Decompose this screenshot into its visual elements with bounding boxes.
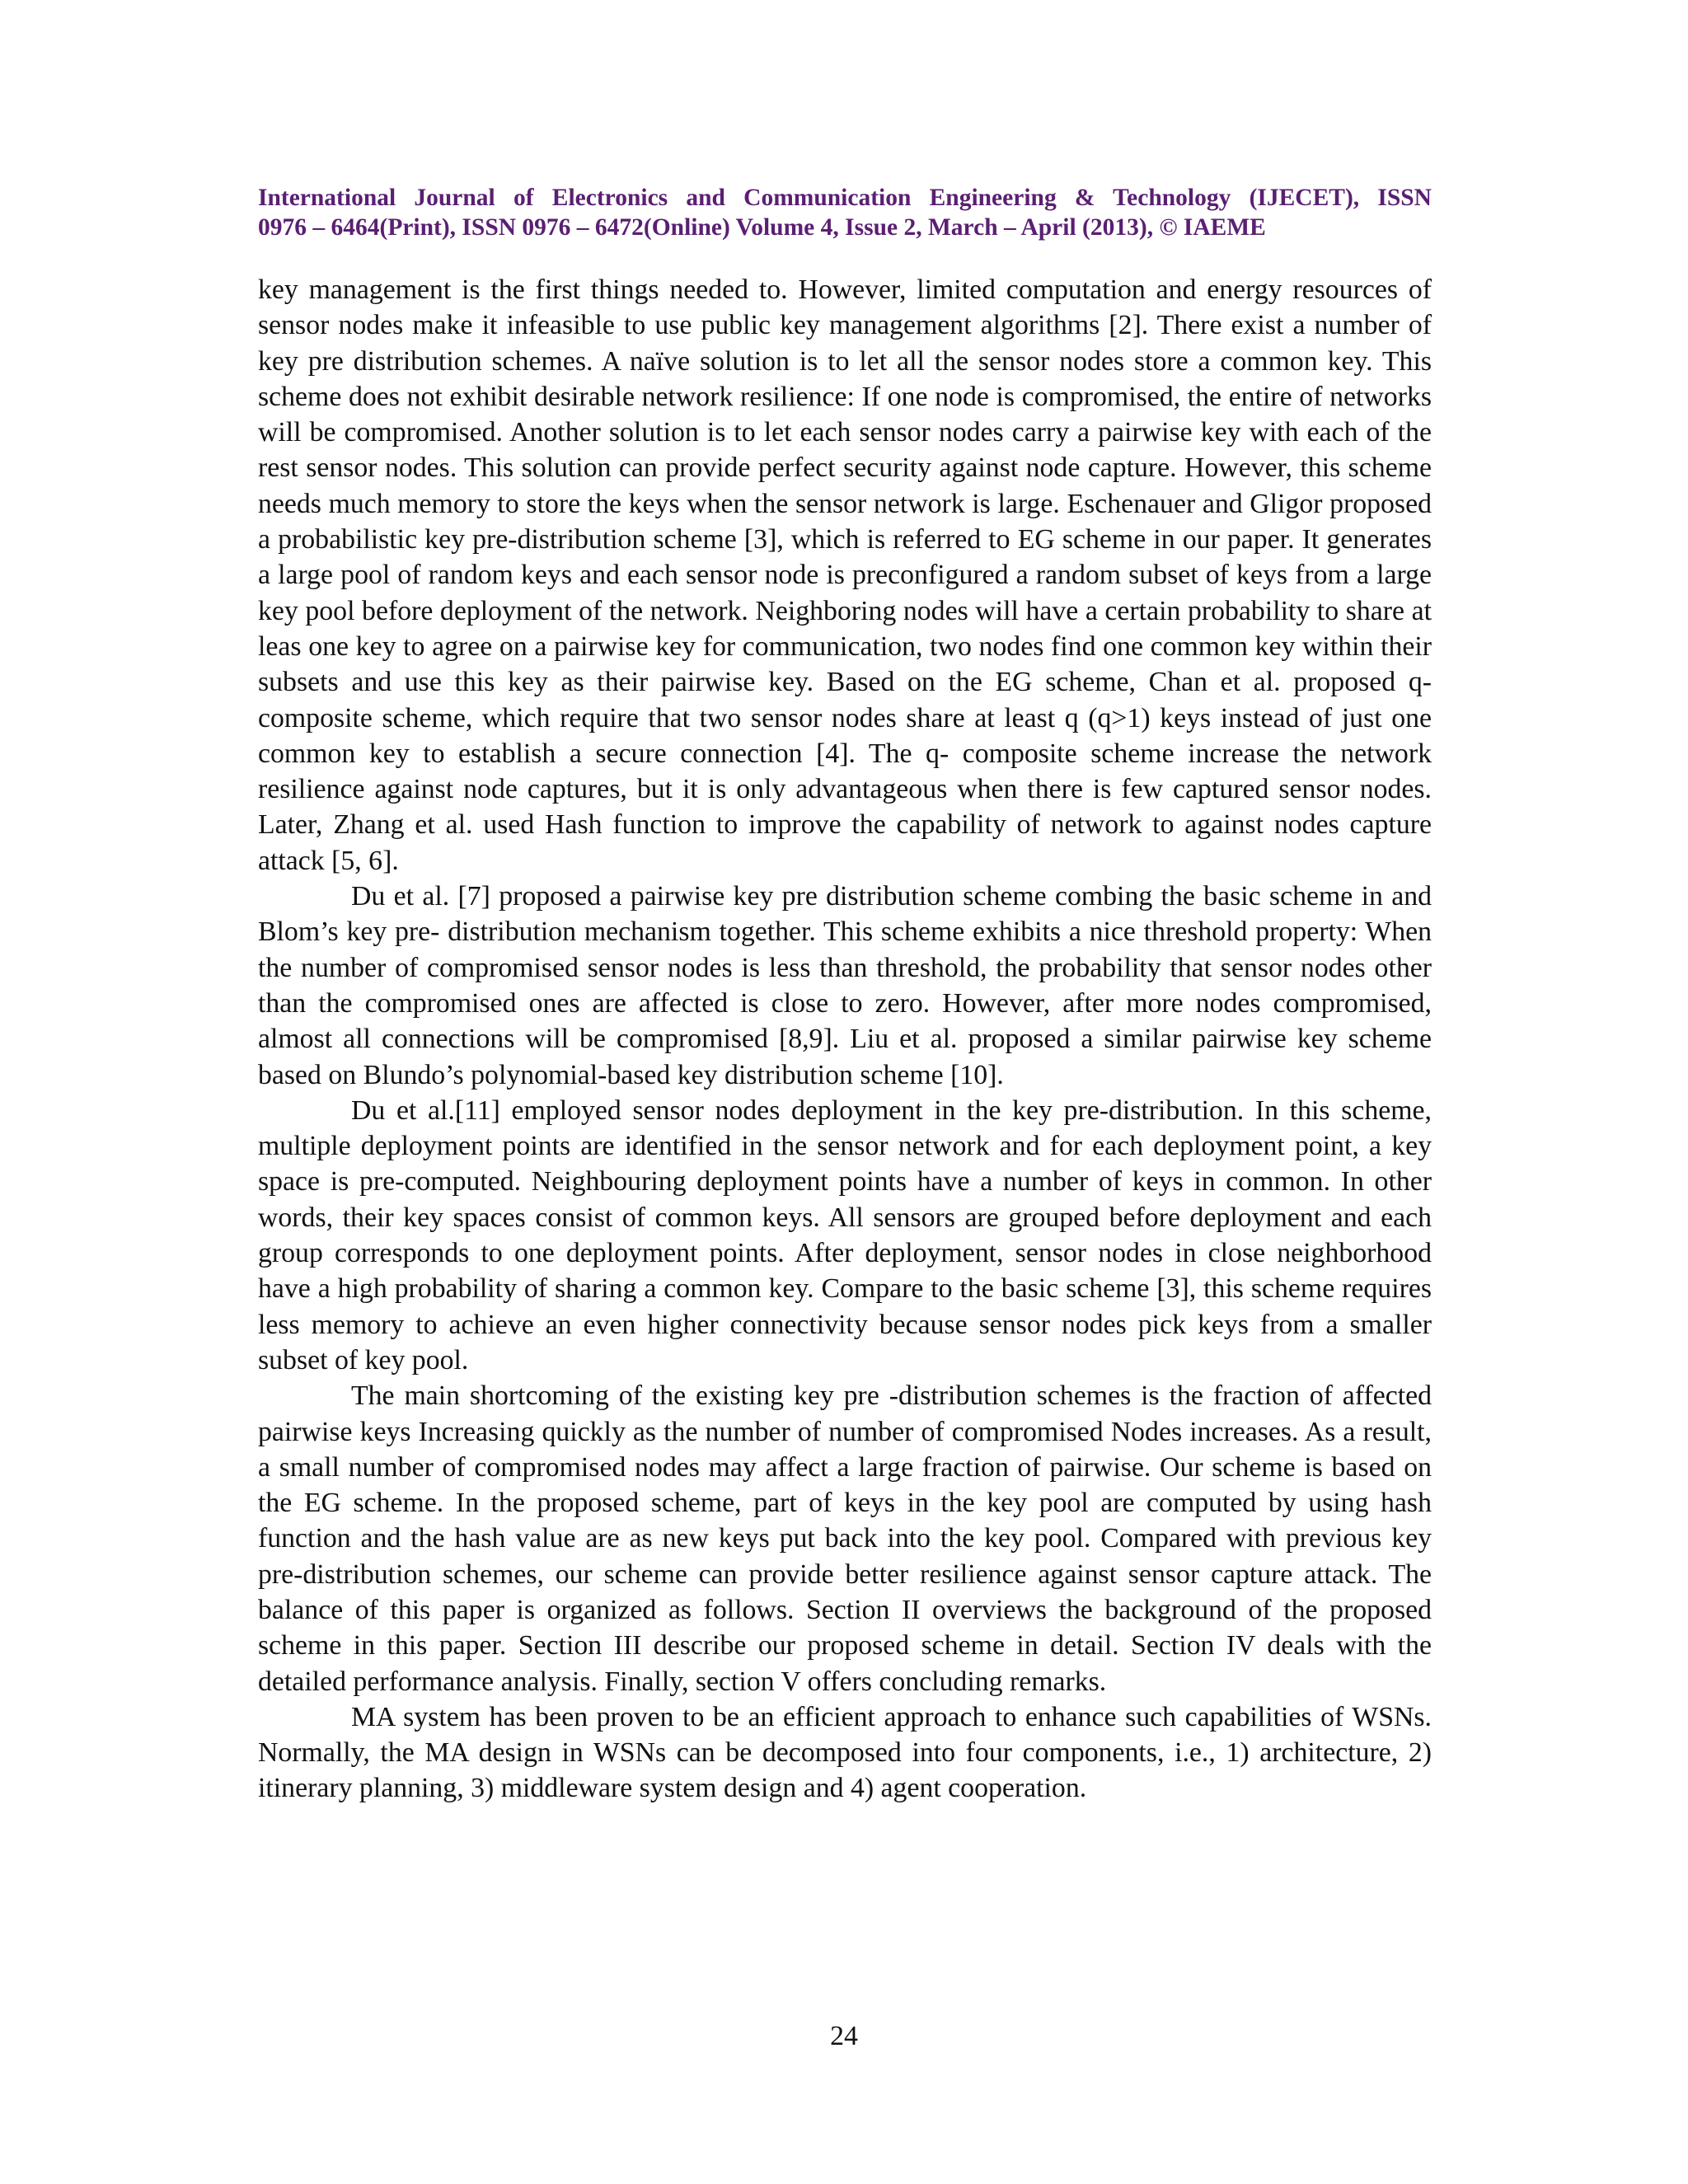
paragraph-du-blom-scheme: Du et al. [7] proposed a pairwise key pre distribution scheme combing the basic scheme in and Blom’s key pre- distribution mechanism together. This scheme exhibits a nice threshold property: When the number of compromised sensor nodes is less than threshold, the probability that sensor nodes other than the compromised ones are affected is close to zero. However, after more nodes compromised, almost all connections will be compromised [8,9]. Liu et al. proposed a similar pairwise key scheme based on Blundo’s polynomial-based key distribution scheme [10]. [258, 881, 1432, 1090]
page-number: 24 [830, 2021, 858, 2051]
paragraph-key-predistribution-overview: key management is the first things needed to. However, limited computation and energy resources of sensor nodes make it infeasible to use public key management algorithms [2]. There exist a number of key pre distribution schemes. A naïve solution is to let all the sensor nodes store a common key. This scheme does not exhibit desirable network resilience: If one node is compromised, the entire of networks will be compromised. Another solution is to let each sensor nodes carry a pairwise key with each of the rest sensor nodes. This solution can provide perfect security against node capture. However, this scheme needs much memory to store the keys when the sensor network is large. Eschenauer and Gligor proposed a probabilistic key pre-distribution scheme [3], which is referred to EG scheme in our paper. It generates a large pool of random keys and each sensor node is preconfigured a random subset of keys from a large key pool before deployment of the network. Neighboring nodes will have a certain probability to share at leas one key to agree on a pairwise key for communication, two nodes find one common key within their subsets and use this key as their pairwise key. Based on the EG scheme, Chan et al. proposed q-composite scheme, which require that two sensor nodes share at least q (q>1) keys instead of just one common key to establish a secure connection [4]. The q- composite scheme increase the network resilience against node captures, but it is only advantageous when there is few captured sensor nodes. Later, Zhang et al. used Hash function to improve the capability of network to against nodes capture attack [5, 6]. [258, 274, 1432, 876]
header-line-2: 0976 – 6464(Print), ISSN 0976 – 6472(Online) Volume 4, Issue 2, March – April (2013), © IAEME [258, 214, 1266, 241]
paragraph-deployment-knowledge: Du et al.[11] employed sensor nodes deployment in the key pre-distribution. In this scheme, multiple deployment points are identified in the sensor network and for each deployment point, a key space is pre-computed. Neighbouring deployment points have a number of keys in common. In other words, their key spaces consist of common keys. All sensors are grouped before deployment and each group corresponds to one deployment points. After deployment, sensor nodes in close neighborhood have a high probability of sharing a common key. Compare to the basic scheme [3], this scheme requires less memory to achieve an even higher connectivity because sensor nodes pick keys from a smaller subset of key pool. [258, 1094, 1432, 1376]
article-body [258, 272, 1432, 1807]
running-header [258, 183, 1432, 242]
paragraph-shortcoming-and-organization: The main shortcoming of the existing key pre -distribution schemes is the fraction of affected pairwise keys Increasing quickly as the number of number of compromised Nodes increases. As a result, a small number of compromised nodes may affect a large fraction of pairwise. Our scheme is based on the EG scheme. In the proposed scheme, part of keys in the key pool are computed by using hash function and the hash value are as new keys put back into the key pool. Compared with previous key pre-distribution schemes, our scheme can provide better resilience against sensor capture attack. The balance of this paper is organized as follows. Section II overviews the background of the proposed scheme in this paper. Section III describe our proposed scheme in detail. Section IV deals with the detailed performance analysis. Finally, section V offers concluding remarks. [258, 1380, 1432, 1697]
header-line-1: International Journal of Electronics and Communication Engineering & Technology (IJECET), ISSN [258, 185, 1432, 211]
paragraph-mobile-agent-system: MA system has been proven to be an efficient approach to enhance such capabilities of WSNs. Normally, the MA design in WSNs can be decomposed into four components, i.e., 1) architecture, 2) itinerary planning, 3) middleware system design and 4) agent cooperation. [258, 1701, 1432, 1804]
